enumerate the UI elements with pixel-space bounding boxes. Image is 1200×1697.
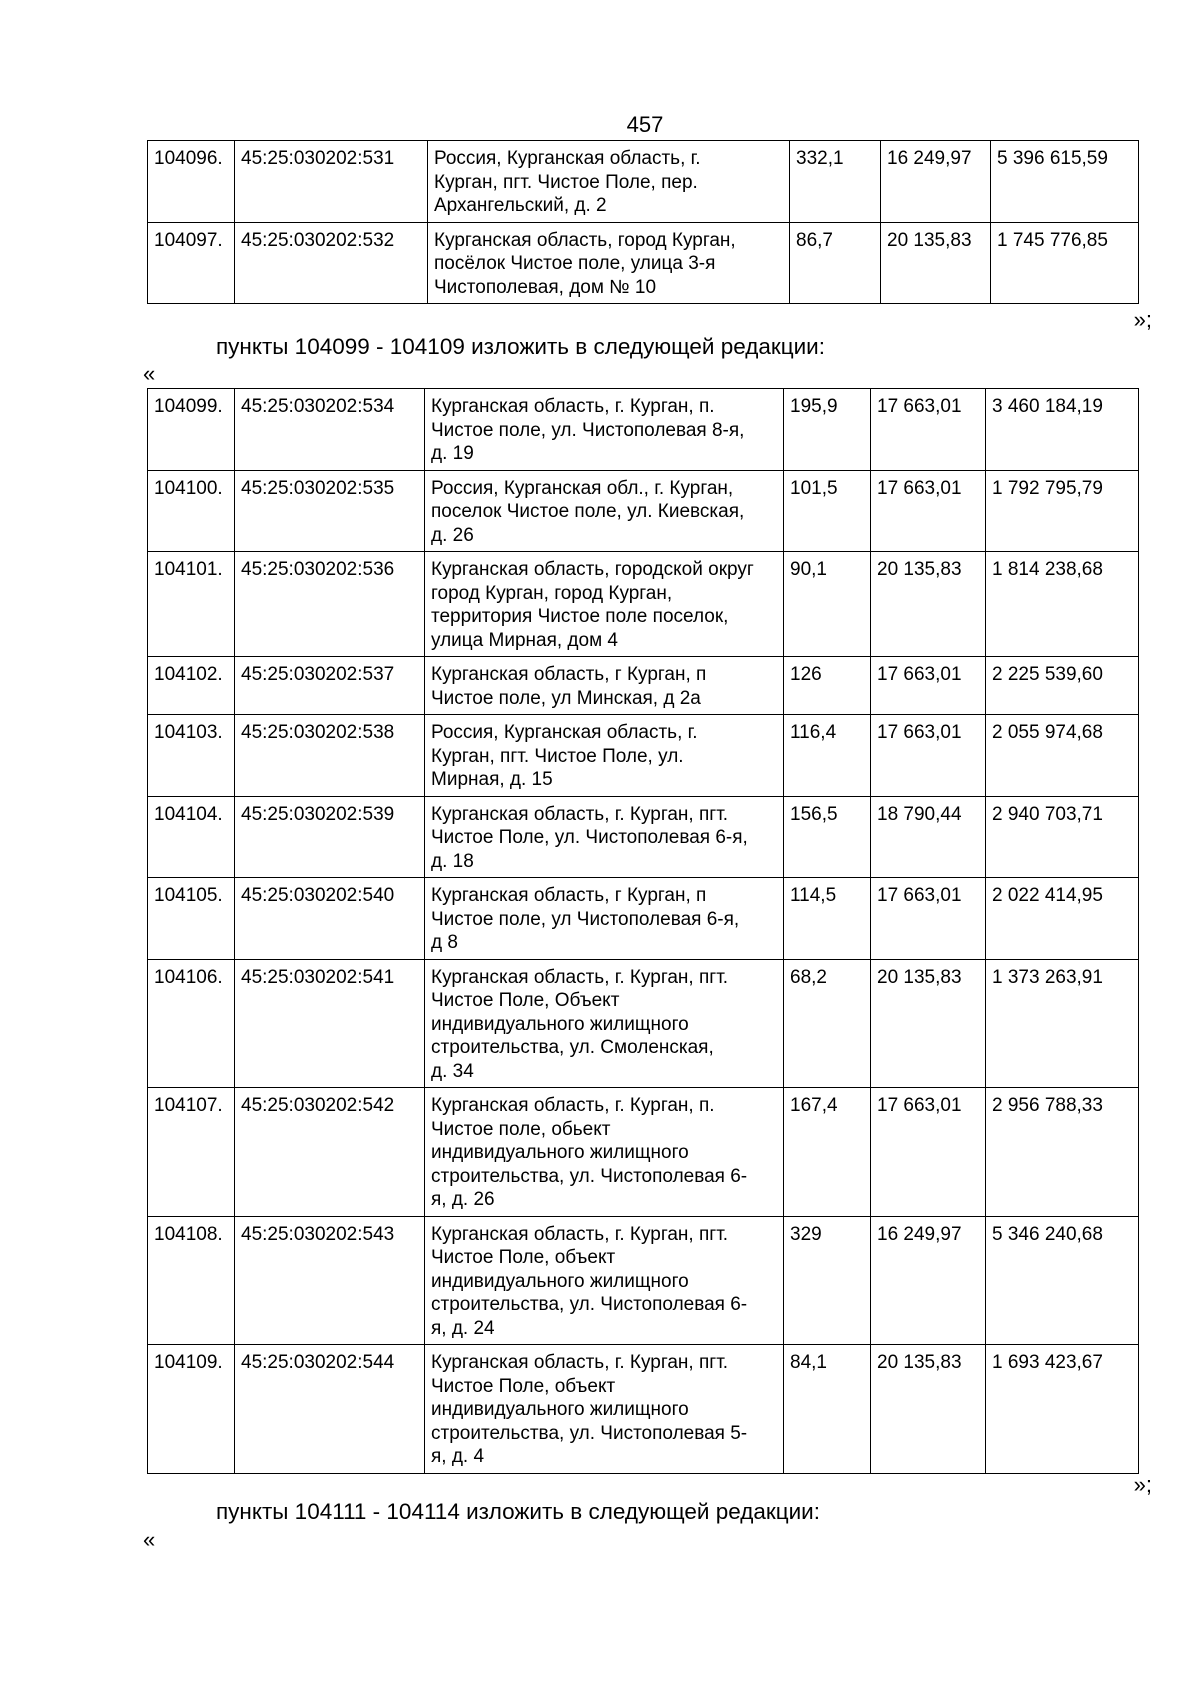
address: Курганская область, г. Курган, пгт. Чистое Поле, ул. Чистополевая 6-я, д. 18	[425, 796, 784, 878]
area: 116,4	[784, 715, 871, 797]
item-number: 104108.	[148, 1216, 235, 1345]
closing-quote: »;	[1133, 307, 1152, 332]
table-row	[148, 878, 1139, 960]
cadastral-value: 1 373 263,91	[986, 959, 1139, 1088]
rate: 17 663,01	[871, 657, 986, 715]
table-row	[148, 657, 1139, 715]
address: Курганская область, г. Курган, пгт. Чистое Поле, объект индивидуального жилищного строительства, ул. Чистополевая 5- я, д. 4	[425, 1345, 784, 1474]
item-number: 104097.	[148, 222, 235, 304]
cadastral-value: 1 693 423,67	[986, 1345, 1139, 1474]
rate: 17 663,01	[871, 715, 986, 797]
cadastral-value: 2 022 414,95	[986, 878, 1139, 960]
cadastral-number: 45:25:030202:534	[235, 389, 425, 471]
rate: 20 135,83	[871, 959, 986, 1088]
area: 101,5	[784, 470, 871, 552]
rate: 20 135,83	[871, 552, 986, 657]
rate: 17 663,01	[871, 389, 986, 471]
table-row	[148, 389, 1139, 471]
area: 84,1	[784, 1345, 871, 1474]
cadastral-number: 45:25:030202:542	[235, 1088, 425, 1217]
rate: 16 249,97	[871, 1216, 986, 1345]
amendment-intro: пункты 104111 - 104114 изложить в следующей редакции:	[216, 1499, 820, 1524]
table-row	[148, 1216, 1139, 1345]
item-number: 104109.	[148, 1345, 235, 1474]
table-row	[148, 470, 1139, 552]
opening-quote: «	[143, 361, 156, 386]
cadastral-number: 45:25:030202:535	[235, 470, 425, 552]
cadastral-number: 45:25:030202:540	[235, 878, 425, 960]
cadastral-number: 45:25:030202:539	[235, 796, 425, 878]
table-row	[148, 715, 1139, 797]
closing-quote: »;	[1133, 1472, 1152, 1497]
table-row	[148, 796, 1139, 878]
table-row	[148, 552, 1139, 657]
page-number: 457	[626, 112, 664, 137]
rate: 17 663,01	[871, 470, 986, 552]
cadastral-value: 2 956 788,33	[986, 1088, 1139, 1217]
area: 156,5	[784, 796, 871, 878]
cadastral-number: 45:25:030202:536	[235, 552, 425, 657]
cadastral-value: 1 814 238,68	[986, 552, 1139, 657]
address: Курганская область, г Курган, п Чистое поле, ул Чистополевая 6-я, д 8	[425, 878, 784, 960]
area: 114,5	[784, 878, 871, 960]
cadastral-value: 5 396 615,59	[991, 141, 1139, 223]
item-number: 104096.	[148, 141, 235, 223]
cadastral-value: 1 745 776,85	[991, 222, 1139, 304]
item-number: 104103.	[148, 715, 235, 797]
cadastral-number: 45:25:030202:541	[235, 959, 425, 1088]
item-number: 104101.	[148, 552, 235, 657]
table-row	[148, 1088, 1139, 1217]
area: 332,1	[790, 141, 881, 223]
item-number: 104100.	[148, 470, 235, 552]
item-number: 104099.	[148, 389, 235, 471]
address: Курганская область, г. Курган, пгт. Чистое Поле, объект индивидуального жилищного строительства, ул. Чистополевая 6- я, д. 24	[425, 1216, 784, 1345]
cadastral-value: 2 055 974,68	[986, 715, 1139, 797]
rate: 18 790,44	[871, 796, 986, 878]
cadastral-value: 2 225 539,60	[986, 657, 1139, 715]
area: 195,9	[784, 389, 871, 471]
cadastral-number: 45:25:030202:537	[235, 657, 425, 715]
item-number: 104107.	[148, 1088, 235, 1217]
area: 86,7	[790, 222, 881, 304]
cadastral-value: 5 346 240,68	[986, 1216, 1139, 1345]
opening-quote: «	[143, 1527, 156, 1552]
area: 126	[784, 657, 871, 715]
rate: 17 663,01	[871, 1088, 986, 1217]
cadastral-number: 45:25:030202:544	[235, 1345, 425, 1474]
cadastral-value: 2 940 703,71	[986, 796, 1139, 878]
area: 329	[784, 1216, 871, 1345]
item-number: 104104.	[148, 796, 235, 878]
rate: 17 663,01	[871, 878, 986, 960]
rate: 20 135,83	[881, 222, 991, 304]
table-row	[148, 222, 1139, 304]
address: Курганская область, г. Курган, пгт. Чистое Поле, Объект индивидуального жилищного строительства, ул. Смоленская, д. 34	[425, 959, 784, 1088]
cadastral-value: 3 460 184,19	[986, 389, 1139, 471]
item-number: 104106.	[148, 959, 235, 1088]
cadastral-number: 45:25:030202:543	[235, 1216, 425, 1345]
amendment-intro: пункты 104099 - 104109 изложить в следующей редакции:	[216, 334, 826, 359]
address: Курганская область, город Курган, посёлок Чистое поле, улица 3-я Чистополевая, дом № 10	[428, 222, 790, 304]
cadastral-value: 1 792 795,79	[986, 470, 1139, 552]
rate: 20 135,83	[871, 1345, 986, 1474]
address: Курганская область, городской округ город Курган, город Курган, территория Чистое поле поселок, улица Мирная, дом 4	[425, 552, 784, 657]
address: Россия, Курганская область, г. Курган, пгт. Чистое Поле, ул. Мирная, д. 15	[425, 715, 784, 797]
property-table-2	[147, 388, 1139, 1474]
table-row	[148, 1345, 1139, 1474]
item-number: 104102.	[148, 657, 235, 715]
property-table-1	[147, 140, 1139, 304]
cadastral-number: 45:25:030202:531	[235, 141, 428, 223]
item-number: 104105.	[148, 878, 235, 960]
cadastral-number: 45:25:030202:532	[235, 222, 428, 304]
cadastral-number: 45:25:030202:538	[235, 715, 425, 797]
address: Курганская область, г. Курган, п. Чистое поле, ул. Чистополевая 8-я, д. 19	[425, 389, 784, 471]
address: Курганская область, г. Курган, п. Чистое поле, обьект индивидуального жилищного строительства, ул. Чистополевая 6- я, д. 26	[425, 1088, 784, 1217]
table-row	[148, 141, 1139, 223]
rate: 16 249,97	[881, 141, 991, 223]
address: Россия, Курганская обл., г. Курган, поселок Чистое поле, ул. Киевская, д. 26	[425, 470, 784, 552]
area: 68,2	[784, 959, 871, 1088]
area: 167,4	[784, 1088, 871, 1217]
table-row	[148, 959, 1139, 1088]
area: 90,1	[784, 552, 871, 657]
address: Курганская область, г Курган, п Чистое поле, ул Минская, д 2а	[425, 657, 784, 715]
address: Россия, Курганская область, г. Курган, пгт. Чистое Поле, пер. Архангельский, д. 2	[428, 141, 790, 223]
